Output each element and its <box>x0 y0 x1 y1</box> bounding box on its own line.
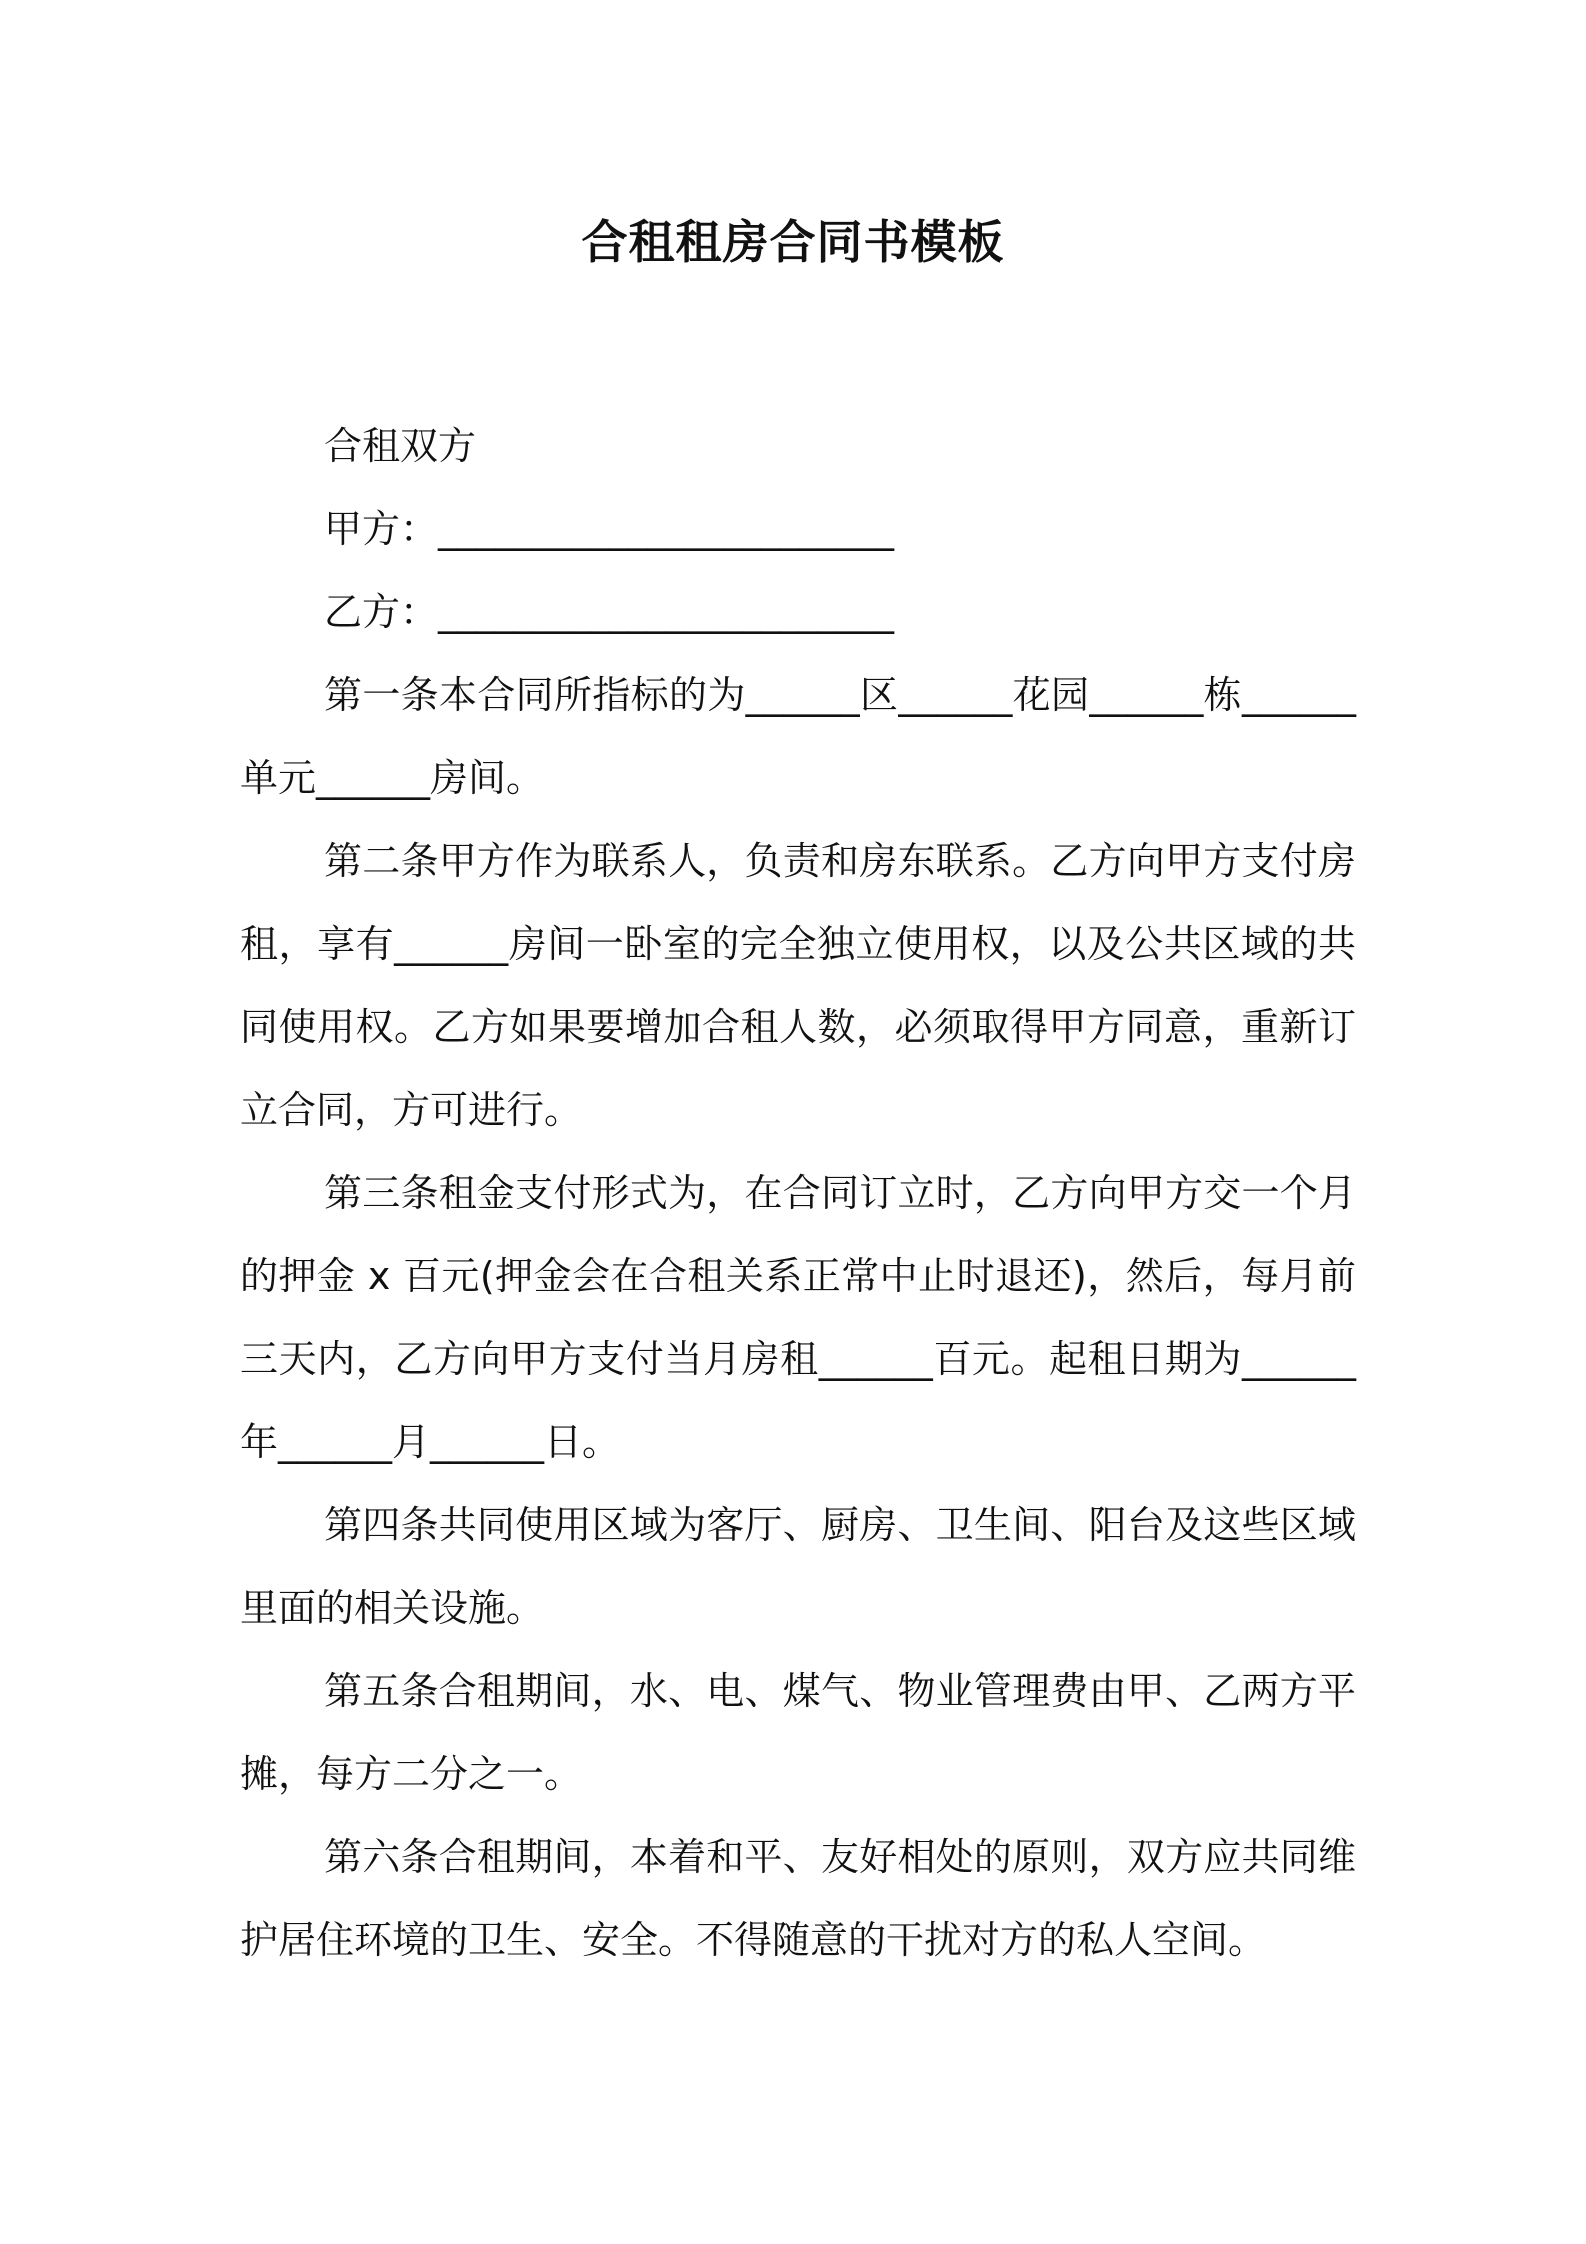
clause-5: 第五条合租期间，水、电、煤气、物业管理费由甲、乙两方平摊，每方二分之一。 <box>240 1669 1356 1796</box>
document-body <box>240 405 1356 1982</box>
party-b-line: 乙方：________________________ <box>324 590 895 634</box>
party-a-line: 甲方：________________________ <box>324 507 895 551</box>
parties-heading: 合租双方 <box>324 424 477 468</box>
clause-6: 第六条合租期间，本着和平、友好相处的原则，双方应共同维护居住环境的卫生、安全。不得随意的干扰对方的私人空间。 <box>240 1835 1356 1962</box>
clause-1: 第一条本合同所指标的为______区______花园______栋______单元______房间。 <box>240 673 1356 800</box>
clause-4: 第四条共同使用区域为客厅、厨房、卫生间、阳台及这些区域里面的相关设施。 <box>240 1503 1356 1630</box>
document-title: 合租租房合同书模板 <box>581 215 1005 269</box>
clause-2: 第二条甲方作为联系人，负责和房东联系。乙方向甲方支付房租，享有______房间一卧室的完全独立使用权，以及公共区域的共同使用权。乙方如果要增加合租人数，必须取得甲方同意，重新订立合同，方可进行。 <box>240 839 1356 1132</box>
clause-3: 第三条租金支付形式为，在合同订立时，乙方向甲方交一个月的押金 x 百元(押金会在合租关系正常中止时退还)，然后，每月前三天内，乙方向甲方支付当月房租______百元。起租日期为______年______月______日。 <box>240 1171 1356 1464</box>
